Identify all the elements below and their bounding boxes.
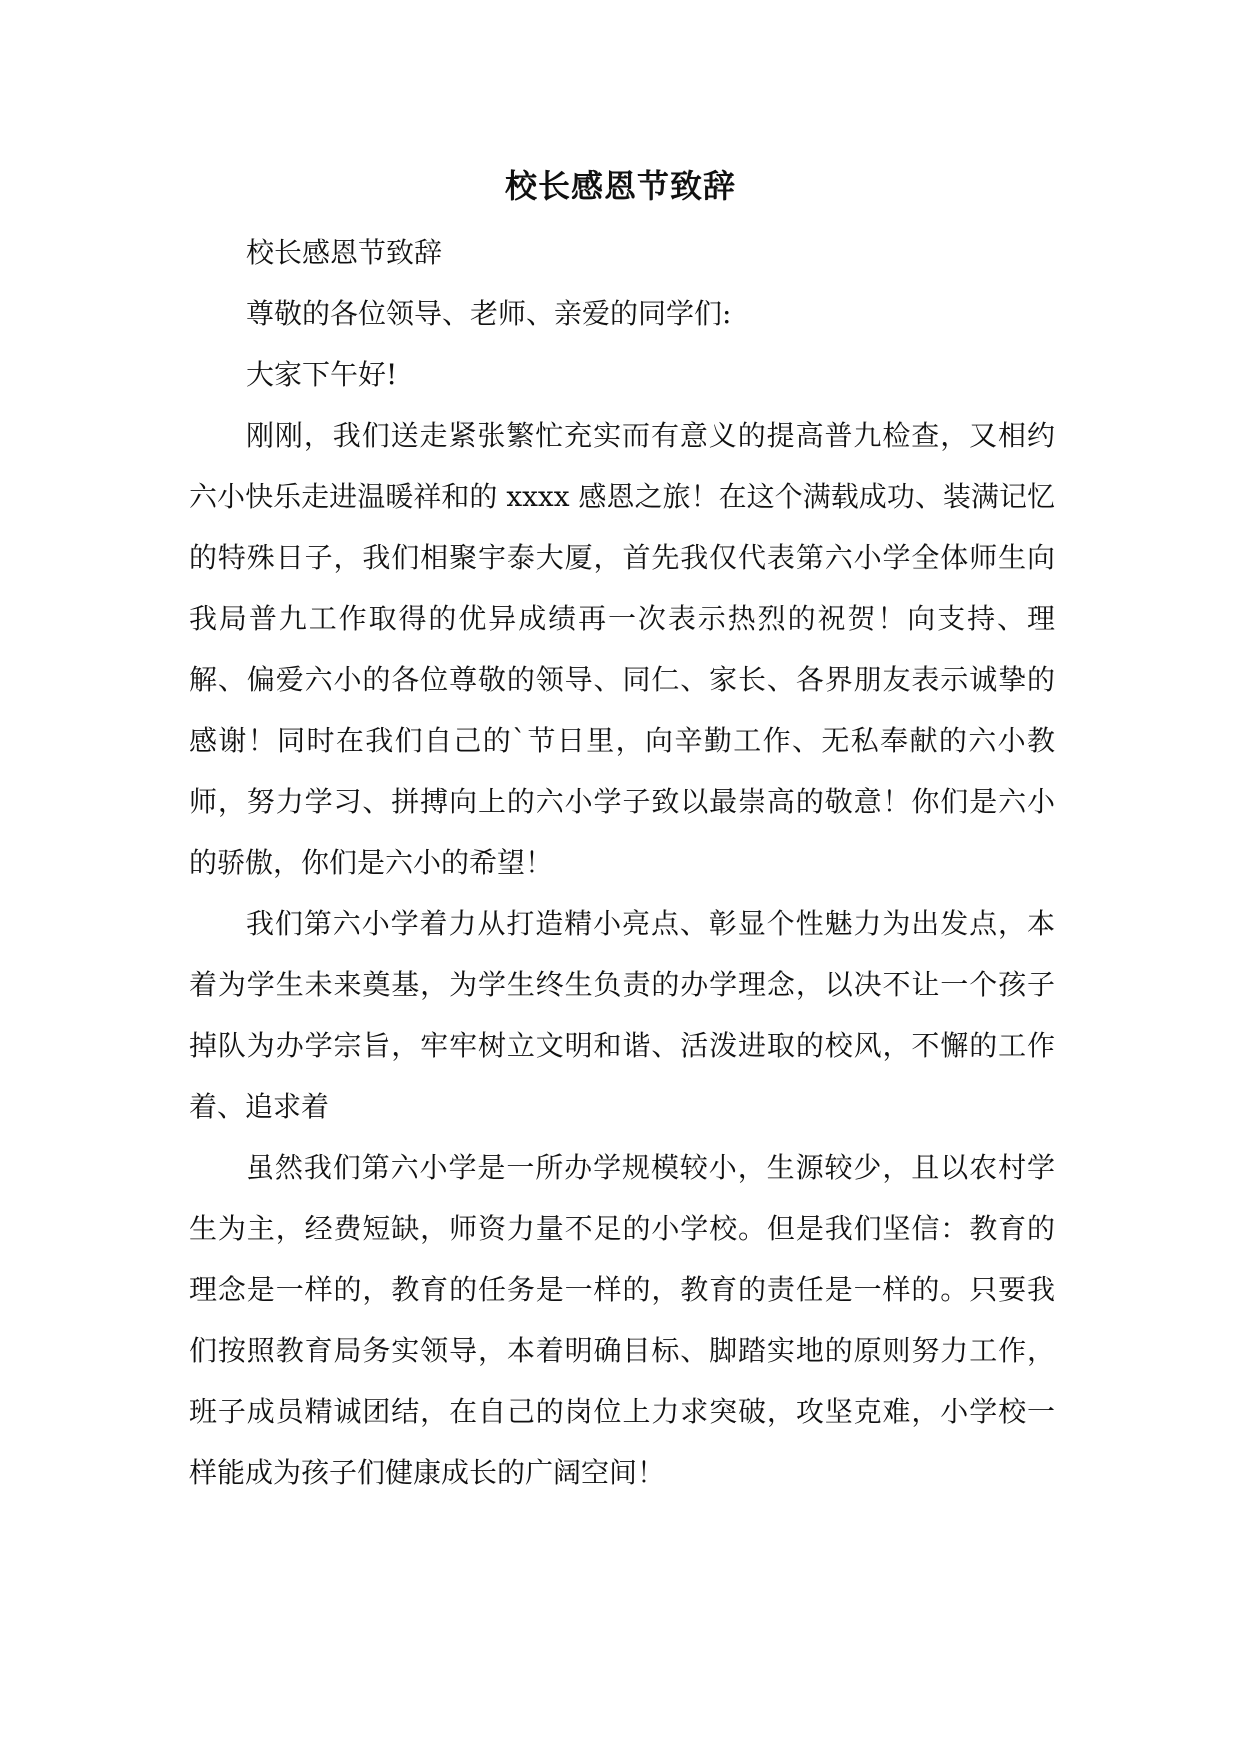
- paragraph-1: 刚刚，我们送走紧张繁忙充实而有意义的提高普九检查，又相约六小快乐走进温暖祥和的 xxxx 感恩之旅！在这个满载成功、装满记忆的特殊日子，我们相聚宇泰大厦，首先我仅代表第六小学全体师生向我局普九工作取得的优异成绩再一次表示热烈的祝贺！向支持、理解、偏爱六小的各位尊敬的领导、同仁、家长、各界朋友表示诚挚的感谢！同时在我们自己的`节日里，向辛勤工作、无私奉献的六小教师，努力学习、拼搏向上的六小学子致以最崇高的敬意！你们是六小的骄傲，你们是六小的希望！: [189, 419, 1055, 879]
- paragraph-greeting: 大家下午好!: [246, 358, 398, 391]
- document-title: 校长感恩节致辞: [504, 167, 736, 205]
- document-body: [189, 222, 1055, 1503]
- paragraph-2: 我们第六小学着力从打造精小亮点、彰显个性魅力为出发点，本着为学生未来奠基，为学生终生负责的办学理念，以决不让一个孩子掉队为办学宗旨，牢牢树立文明和谐、活泼进取的校风，不懈的工作着、追求着: [189, 907, 1055, 1123]
- paragraph-subtitle: 校长感恩节致辞: [246, 236, 443, 269]
- paragraph-salutation: 尊敬的各位领导、老师、亲爱的同学们:: [246, 297, 732, 330]
- paragraph-3: 虽然我们第六小学是一所办学规模较小，生源较少，且以农村学生为主，经费短缺，师资力量不足的小学校。但是我们坚信：教育的理念是一样的，教育的任务是一样的，教育的责任是一样的。只要我们按照教育局务实领导，本着明确目标、脚踏实地的原则努力工作，班子成员精诚团结，在自己的岗位上力求突破，攻坚克难，小学校一样能成为孩子们健康成长的广阔空间！: [189, 1151, 1055, 1489]
